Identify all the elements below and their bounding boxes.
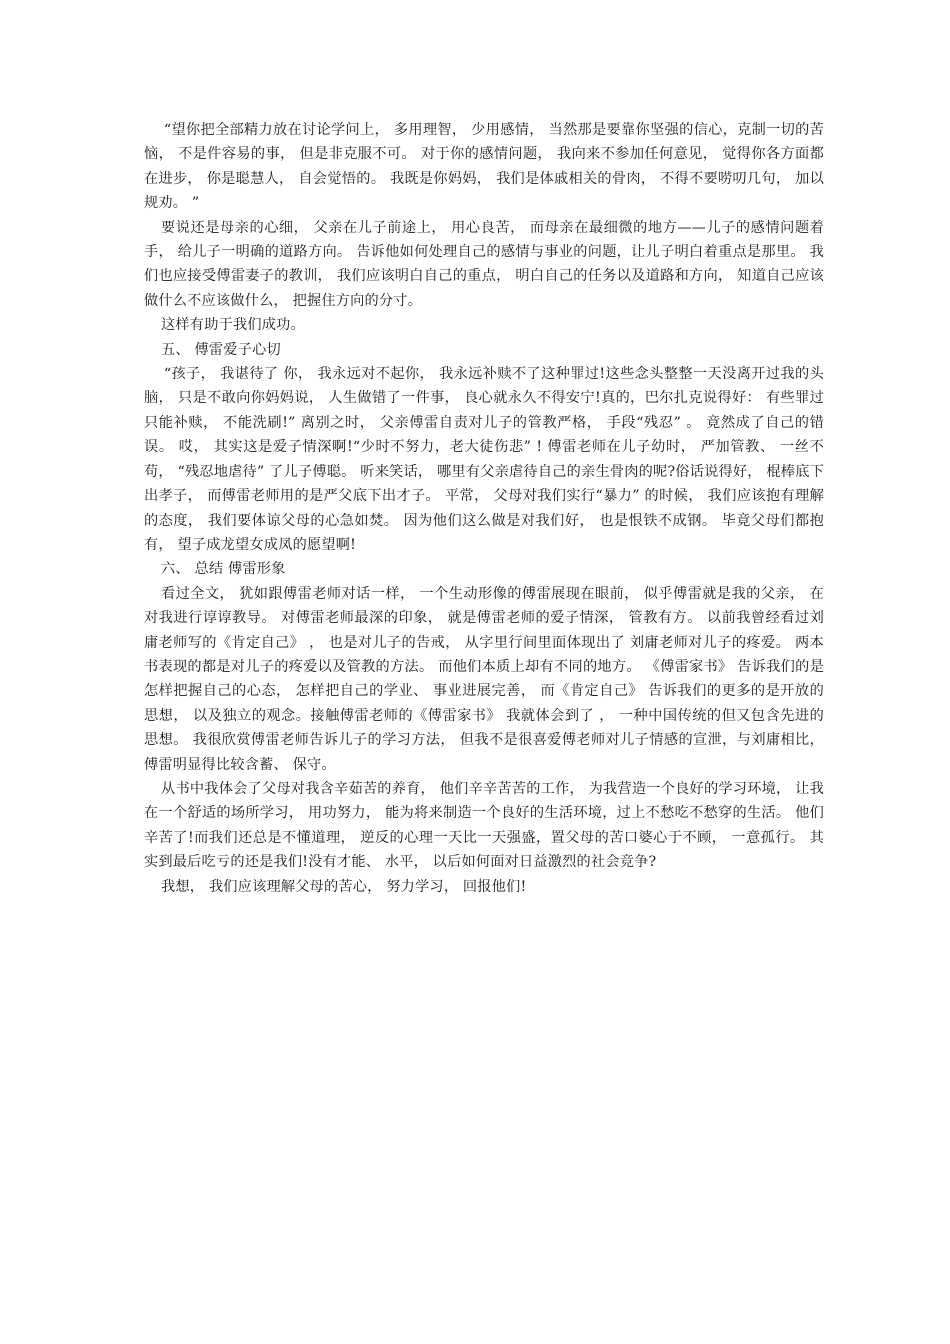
section-heading: 五、 傅雷爱子心切 bbox=[161, 341, 281, 358]
paragraph: 我想， 我们应该理解父母的苦心， 努力学习， 回报他们! bbox=[161, 878, 527, 895]
paragraph: 要说还是母亲的心细， 父亲在儿子前途上， 用心良苦， 而母亲在最细微的地方——儿子的感情问题着手， 给儿子一明确的道路方向。 告诉他如何处理自己的感情与事业的问题，让儿子明白着重点是那里。 我们也应接受傅雷妻子的教训， 我们应该明白自己的重点， 明白自己的任务以及道路和方向， 知道自己应该做什么不应该做什么， 把握住方向的分寸。 bbox=[144, 219, 824, 309]
paragraph: 这样有助于我们成功。 bbox=[161, 317, 305, 334]
section-heading: 六、 总结 傅雷形象 bbox=[161, 561, 286, 578]
paragraph: 从书中我体会了父母对我含辛茹苦的养育， 他们辛辛苦苦的工作， 为我营造一个良好的学习环境， 让我在一个舒适的场所学习， 用功努力， 能为将来制造一个良好的生活环境，过上不愁吃不愁穿的生活。 他们辛苦了!而我们还总是不懂道理， 逆反的心理一天比一天强盛，置父母的苦口婆心于不顾， 一意孤行。 其实到最后吃亏的还是我们!没有才能、 水平， 以后如何面对日益激烈的社会竞争? bbox=[144, 780, 824, 871]
paragraph: “孩子， 我谌待了 你， 我永远对不起你， 我永远补赎不了这种罪过!这些念头整整一天没离开过我的头脑， 只是不敢向你妈妈说， 人生做错了一件事， 良心就永久不得安宁!真的，巴尔扎克说得好： 有些罪过只能补赎， 不能洗刷!” 离别之时， 父亲傅雷自责对儿子的管教严格， 手段“残忍” 。 竟然成了自己的错误。 哎， 其实这是爱子情深啊!“少时不努力，老大徒伤悲” ! 傅雷老师在儿子幼时， 严加管教、 一丝不苟， “残忍地虐待” 了儿子傅聪。 听来笑话， 哪里有父亲虐待自己的亲生骨肉的呢?俗话说得好， 棍棒底下出孝子， 而傅雷老师用的是严父底下出才子。 平常， 父母对我们实行“暴力” 的时候， 我们应该抱有理解的态度， 我们要体谅父母的心急如焚。 因为他们这么做是对我们好， 也是恨铁不成钢。 毕竟父母们都抱有， 望子成龙望女成凤的愿望啊! bbox=[144, 366, 824, 553]
paragraph: “望你把全部精力放在讨论学问上， 多用理智， 少用感情， 当然那是要靠你坚强的信心，克制一切的苦恼， 不是件容易的事， 但是非克服不可。 对于你的感情问题， 我向来不参加任何意见， 觉得你各方面都在进步， 你是聪慧人， 自会觉悟的。 我既是你妈妈， 我们是体戚相关的骨肉， 不得不要唠叨几句， 加以规劝。 ” bbox=[144, 122, 824, 212]
paragraph: 看过全文， 犹如跟傅雷老师对话一样， 一个生动形像的傅雷展现在眼前， 似乎傅雷就是我的父亲， 在对我进行谆谆教导。 对傅雷老师最深的印象， 就是傅雷老师的爱子情深， 管教有方。 以前我曾经看过刘庸老师写的《肯定自己》 ， 也是对儿子的告戒， 从字里行间里面体现出了 刘庸老师对儿子的疼爱。 两本书表现的都是对儿子的疼爱以及管教的方法。 而他们本质上却有不同的地方。 《傅雷家书》 告诉我们的是怎样把握自己的心态， 怎样把自己的学业、 事业进展完善， 而《肯定自己》 告诉我们的更多的是开放的思想， 以及独立的观念。接触傅雷老师的《傅雷家书》 我就体会到了 ， 一种中国传统的但又包含先进的思想。 我很欣赏傅雷老师告诉儿子的学习方法， 但我不是很喜爱傅老师对儿子情感的宣泄，与刘庸相比，傅雷明显得比较含蓄、 保守。 bbox=[144, 585, 824, 773]
document-body bbox=[144, 118, 824, 899]
